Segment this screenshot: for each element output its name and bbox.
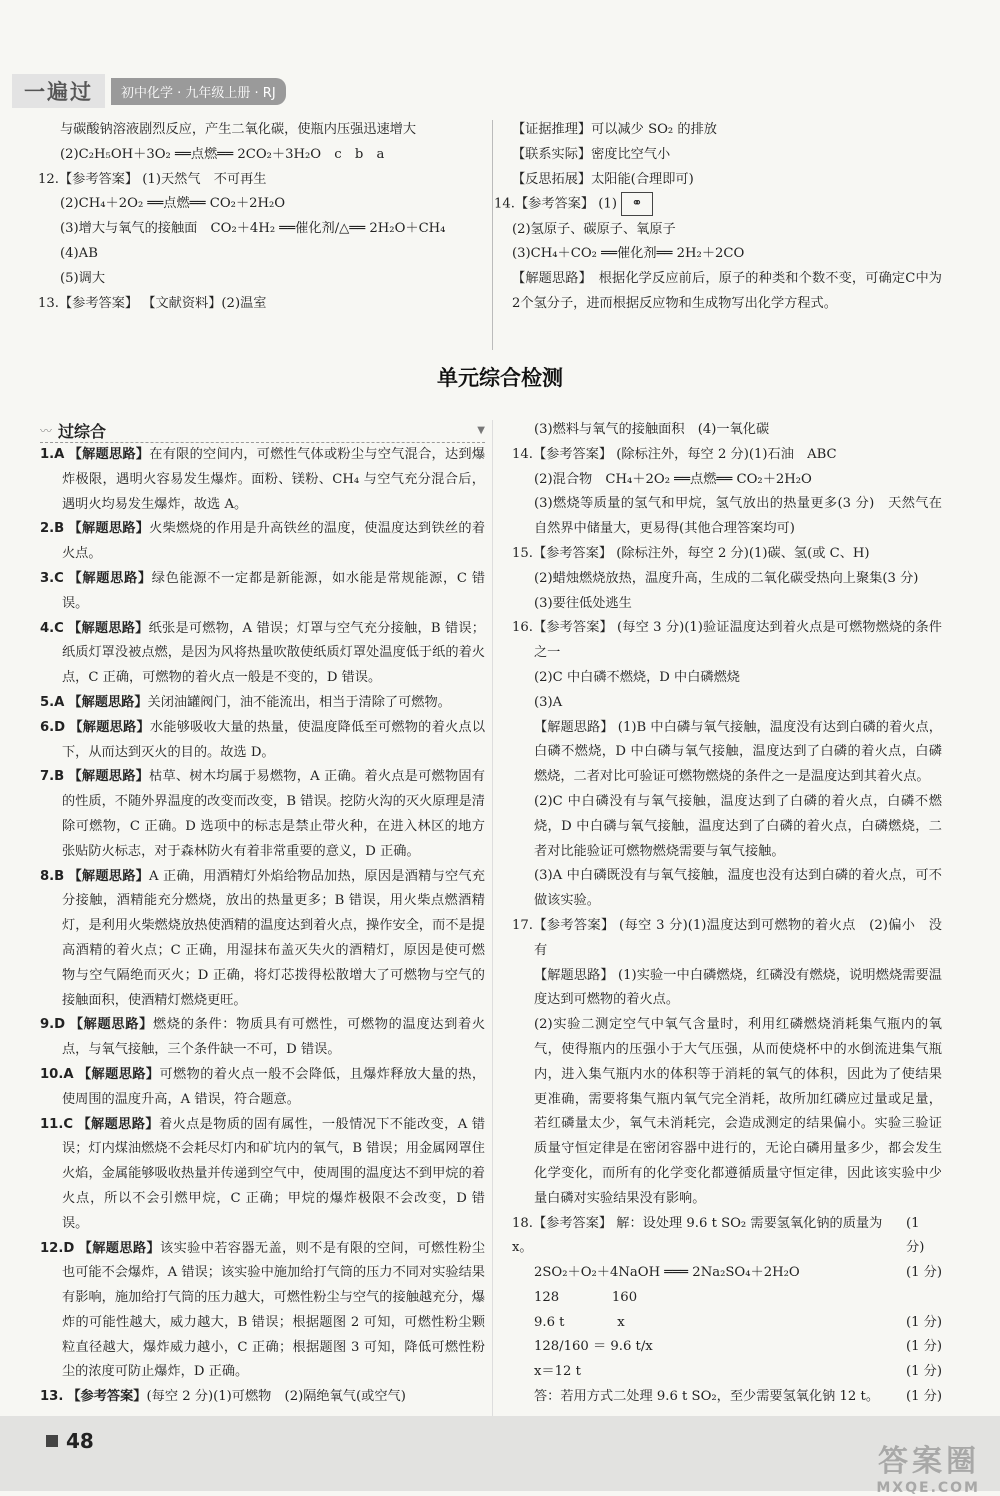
text-line — [494, 192, 942, 217]
answer-item — [40, 443, 485, 517]
item-text: 水能够吸收大量的热量，使温度降低至可燃物的着火点以下，从而达到灭火的目的。故选 D。 — [62, 719, 486, 760]
top-right-column — [494, 118, 942, 317]
subject-tab: 初中化学 · 九年级上册 · RJ — [111, 78, 286, 105]
score: (1 分) — [905, 1314, 942, 1330]
item-text: 绿色能源不一定都是新能源，如水能是常规能源，C 错误。 — [62, 570, 486, 611]
q18-values — [512, 1311, 942, 1336]
text-line: (4)AB — [60, 245, 98, 261]
column-divider — [492, 420, 493, 1420]
text-line: 【解题思路】 根据化学反应前后，原子的种类和个数不变，可确定C中为2个氢分子，进而根据反应物和生成物写出化学方程式。 — [512, 271, 942, 312]
q18-result — [512, 1360, 942, 1385]
text-line: (2)蜡烛燃烧放热，温度升高，生成的二氧化碳受热向上聚集(3 分) — [534, 570, 919, 586]
text-line: (3)燃料与氧气的接触面积 (4)一氧化碳 — [534, 422, 770, 437]
sub-heading — [40, 418, 485, 443]
answer-item — [40, 1237, 485, 1386]
score: (1 分) — [905, 1339, 942, 1355]
q18-head — [512, 1212, 942, 1262]
column-divider — [492, 120, 493, 350]
answer-item — [40, 517, 485, 567]
text-line: 16.【参考答案】 (每空 3 分)(1)验证温度达到着火点是可燃物燃烧的条件之一 — [512, 620, 942, 661]
text-line: 与碳酸钠溶液剧烈反应，产生二氧化碳，使瓶内压强迅速增大 — [60, 122, 417, 137]
score: (1 分) — [905, 1389, 942, 1405]
score: (1 分) — [906, 1215, 925, 1256]
text-line: 【解题思路】 (1)实验一中白磷燃烧，红磷没有燃烧，说明燃烧需要温度达到可燃物的着火点。 — [534, 967, 942, 1008]
text-line: (2)混合物 CH₄＋2O₂ ══点燃══ CO₂＋2H₂O — [534, 471, 812, 487]
item-tag: 【解题思路】 — [77, 1116, 159, 1132]
item-number: 11.C — [40, 1116, 74, 1132]
q18-equation — [512, 1261, 942, 1286]
item-text: A 正确，用酒精灯外焰给物品加热，原因是酒精与空气充分接触，酒精能充分燃烧，放出的热量更多；B 错误，用火柴点燃酒精灯，是利用火柴燃烧放热使酒精的温度达到着火点，操作安全，而不是提高酒精的着火点；C 正确，用湿抹布盖灭失火的酒精灯，原因是使可燃物与空气隔绝而灭火；D 正确，将灯芯拨得松散增大了可燃物与空气的接触面积，使酒精灯燃烧更旺。 — [62, 868, 485, 1008]
item-text: 关闭油罐阀门，油不能流出，相当于清除了可燃物。 — [147, 694, 451, 710]
item-number: 3.C — [40, 570, 64, 586]
item-tag: 【解题思路】 — [68, 447, 150, 462]
answer-item — [40, 567, 485, 617]
score: (1 分) — [905, 1364, 942, 1380]
wave-icon: 〰 — [40, 423, 53, 438]
section-title: 单元综合检测 — [437, 366, 563, 390]
text-line: (2)氢原子、碳原子、氧原子 — [512, 221, 676, 237]
item-tag: 【解题思路】 — [68, 769, 150, 785]
q18-ratio — [512, 1335, 942, 1360]
page-number — [46, 1429, 94, 1453]
item-tag: 【解题思路】 — [68, 694, 148, 710]
watermark-main: 答案圈 — [878, 1444, 980, 1479]
item-tag: 【解题思路】 — [69, 719, 150, 735]
text-line: (3)增大与氧气的接触面 CO₂＋4H₂ ══催化剂/△══ 2H₂O＋CH₄ — [60, 221, 446, 237]
score: (1 分) — [905, 1265, 942, 1281]
item-tag: 【解题思路】 — [67, 620, 149, 636]
watermark-url: MXQE.COM — [876, 1480, 980, 1496]
answer-item — [40, 691, 485, 716]
answer-item — [40, 1063, 485, 1113]
item-tag: 【解题思路】 — [78, 1240, 161, 1256]
item-text: 燃烧的条件：物质具有可燃性，可燃物的温度达到着火点，与氧气接触，三个条件缺一不可，D 错误。 — [62, 1017, 486, 1058]
item-tag: 【解题思路】 — [67, 570, 152, 586]
item-number: 12.D — [40, 1240, 75, 1256]
item-number: 8.B — [40, 868, 65, 884]
answer-text: 答：若用方式二处理 9.6 t SO₂，至少需要氢氧化钠 12 t。 — [534, 1389, 880, 1405]
equation-text: 2SO₂＋O₂＋4NaOH ═══ 2Na₂SO₄＋2H₂O — [534, 1265, 800, 1281]
book-logo: 一遍过 — [12, 74, 105, 108]
answer-item — [40, 765, 485, 864]
page-footer — [0, 1416, 1000, 1491]
text-line: (3)A — [534, 694, 563, 710]
text-line: (3)CH₄＋CO₂ ══催化剂══ 2H₂＋2CO — [512, 246, 745, 262]
item-tag: 【参考答案】 — [67, 1389, 147, 1405]
item-number: 10.A — [40, 1066, 74, 1082]
item-text: 火柴燃烧的作用是升高铁丝的温度，使温度达到铁丝的着火点。 — [62, 521, 486, 562]
answer-item — [40, 1113, 485, 1237]
hydrogen-molecule-icon: ⚭ — [621, 192, 653, 216]
q18-masses: 128 160 — [534, 1289, 638, 1305]
text-line: 14.【参考答案】 (除标注外，每空 2 分)(1)石油 ABC — [512, 446, 837, 462]
text-line: (2)CH₄＋2O₂ ══点燃══ CO₂＋2H₂O — [60, 196, 286, 212]
page-number-text: 48 — [66, 1429, 94, 1453]
text-line: 13.【参考答案】 【文献资料】(2)温室 — [38, 295, 267, 311]
item-text: 着火点是物质的固有属性，一般情况下不能改变，A 错误；灯内煤油燃烧不会耗尽灯内和矿坑内的氧气，B 错误；用金属网罩住火焰，金属能够吸收热量并传递到空气中，使周围的温度达不到甲烷的着火点，所以不会引燃甲烷，C 正确；甲烷的爆炸极限不会改变，D 错误。 — [62, 1116, 486, 1231]
item-tag: 【解题思路】 — [68, 868, 150, 884]
text-line: 【证据推理】可以减少 SO₂ 的排放 — [512, 122, 717, 137]
item-text: (每空 2 分)(1)可燃物 (2)隔绝氧气(或空气) — [146, 1389, 406, 1405]
item-number: 9.D — [40, 1017, 66, 1033]
sub-heading-text: 过综合 — [58, 421, 107, 441]
text-line: (3)要往低处逃生 — [534, 595, 632, 611]
text-line: (3)燃烧等质量的氢气和甲烷，氢气放出的热量更多(3 分) 天然气在自然界中储量大，更易得(其他合理答案均可) — [534, 496, 942, 537]
item-text: 该实验中若容器无盖，则不是有限的空间，可燃性粉尘也可能不会爆炸，A 错误；该实验中施加给打气筒的压力不同对实验结果有影响，施加给打气筒的压力越大，可燃性粉尘与空气的接触越充分，爆炸的可能性越大，威力越大，B 错误；根据题图 2 可知，可燃性粉尘颗粒直径越大，爆炸威力越小，C 正确；根据题图 3 可知，降低可燃性粉尘的浓度可防止爆炸，D 正确。 — [62, 1240, 486, 1380]
text-line: (2)C 中白磷不燃烧，D 中白磷燃烧 — [534, 669, 740, 685]
triangle-icon: ▼ — [477, 424, 485, 436]
text-line: 【反思拓展】太阳能(合理即可) — [512, 171, 694, 187]
q18-answer — [512, 1385, 942, 1410]
answer-item — [40, 1013, 485, 1063]
page-header — [12, 76, 286, 106]
q18-head-text: 18.【参考答案】 解：设处理 9.6 t SO₂ 需要氢氧化钠的质量为 x。 — [512, 1215, 883, 1256]
values-text: 9.6 t x — [534, 1314, 625, 1330]
item-text: 枯草、树木均属于易燃物，A 正确。着火点是可燃物固有的性质，不随外界温度的改变而改变，B 错误。挖防火沟的灭火原理是清除可燃物，C 正确。D 选项中的标志是禁止带火种，在进入林区的地方张贴防火标志，对于森林防火有着非常重要的意义，D 正确。 — [62, 769, 485, 859]
item-number: 7.B — [40, 769, 65, 785]
text-line: 15.【参考答案】 (除标注外，每空 2 分)(1)碳、氢(或 C、H) — [512, 545, 870, 561]
text-line: (5)调大 — [60, 270, 106, 286]
text-line: 17.【参考答案】 (每空 3 分)(1)温度达到可燃物的着火点 (2)偏小 没有 — [512, 917, 942, 958]
answer-item — [40, 617, 485, 691]
top-left-column — [38, 118, 480, 316]
text-line: (3)A 中白磷既没有与氧气接触，温度也没有达到白磷的着火点，可不做该实验。 — [534, 868, 942, 909]
text-line: 【联系实际】密度比空气小 — [512, 146, 671, 162]
item-tag: 【解题思路】 — [69, 1017, 153, 1033]
item-number: 1.A — [40, 447, 65, 462]
item-number: 5.A — [40, 694, 65, 710]
item-number: 6.D — [40, 719, 66, 735]
q14-label: 14.【参考答案】 (1) — [494, 196, 617, 212]
ratio-text: 128/160 ＝ 9.6 t/x — [534, 1339, 653, 1355]
item-number: 4.C — [40, 620, 64, 636]
item-text: 在有限的空间内，可燃性气体或粉尘与空气混合，达到爆炸极限，遇明火容易发生爆炸。面粉、镁粉、CH₄ 与空气充分混合后，遇明火均易发生爆炸，故选 A。 — [62, 447, 486, 512]
text-line: 【解题思路】 (1)B 中白磷与氧气接触，温度没有达到白磷的着火点，白磷不燃烧，D 中白磷与氧气接触，温度达到了白磷的着火点，白磷燃烧，二者对比可验证可燃物燃烧的条件之一是温度达到其着火点。 — [534, 719, 942, 785]
main-right-column — [512, 418, 942, 1410]
answer-item — [40, 716, 485, 766]
main-left-column — [40, 443, 485, 1410]
square-icon — [46, 1435, 58, 1447]
watermark — [876, 1436, 980, 1496]
answer-item — [40, 1385, 485, 1410]
item-tag: 【解题思路】 — [77, 1066, 160, 1082]
text-line: (2)C 中白磷没有与氧气接触，温度达到了白磷的着火点，白磷不燃烧，D 中白磷与氧气接触，温度达到了白磷的着火点，白磷燃烧，二者对比能验证可燃物燃烧需要与氧气接触。 — [534, 793, 942, 859]
item-number: 13. — [40, 1389, 64, 1405]
text-line: 12.【参考答案】 (1)天然气 不可再生 — [38, 171, 267, 187]
text-line: (2)C₂H₅OH＋3O₂ ══点燃══ 2CO₂＋3H₂O c b a — [60, 146, 385, 162]
item-tag: 【解题思路】 — [68, 521, 150, 537]
item-text: 纸张是可燃物，A 错误；灯罩与空气充分接触，B 错误；纸质灯罩没被点燃，是因为风将热量吹散使纸质灯罩处温度低于纸的着火点，C 正确，可燃物的着火点一般是不变的，D 错误。 — [62, 620, 485, 686]
text-line: (2)实验二测定空气中氧气含量时，利用红磷燃烧消耗集气瓶内的氧气，使得瓶内的压强小于大气压强，从而使烧杯中的水倒流进集气瓶内，进入集气瓶内水的体积等于消耗的氧气的体积，因此为了使结果更准确，需要将集气瓶内氧气完全消耗，故所加红磷应过量或足量，若红磷量太少，氧气未消耗完，会造成测定的结果偏小。实验三验证质量守恒定律是在密闭容器中进行的，无论白磷用量多少，都会发生化学变化，而所有的化学变化都遵循质量守恒定律，因此该实验中少量白磷对实验结果没有影响。 — [534, 1017, 942, 1206]
answer-item — [40, 865, 485, 1014]
item-text: 可燃物的着火点一般不会降低，且爆炸释放大量的热，使周围的温度升高，A 错误，符合题意。 — [62, 1066, 486, 1107]
result-text: x＝12 t — [534, 1364, 581, 1380]
item-number: 2.B — [40, 521, 65, 537]
